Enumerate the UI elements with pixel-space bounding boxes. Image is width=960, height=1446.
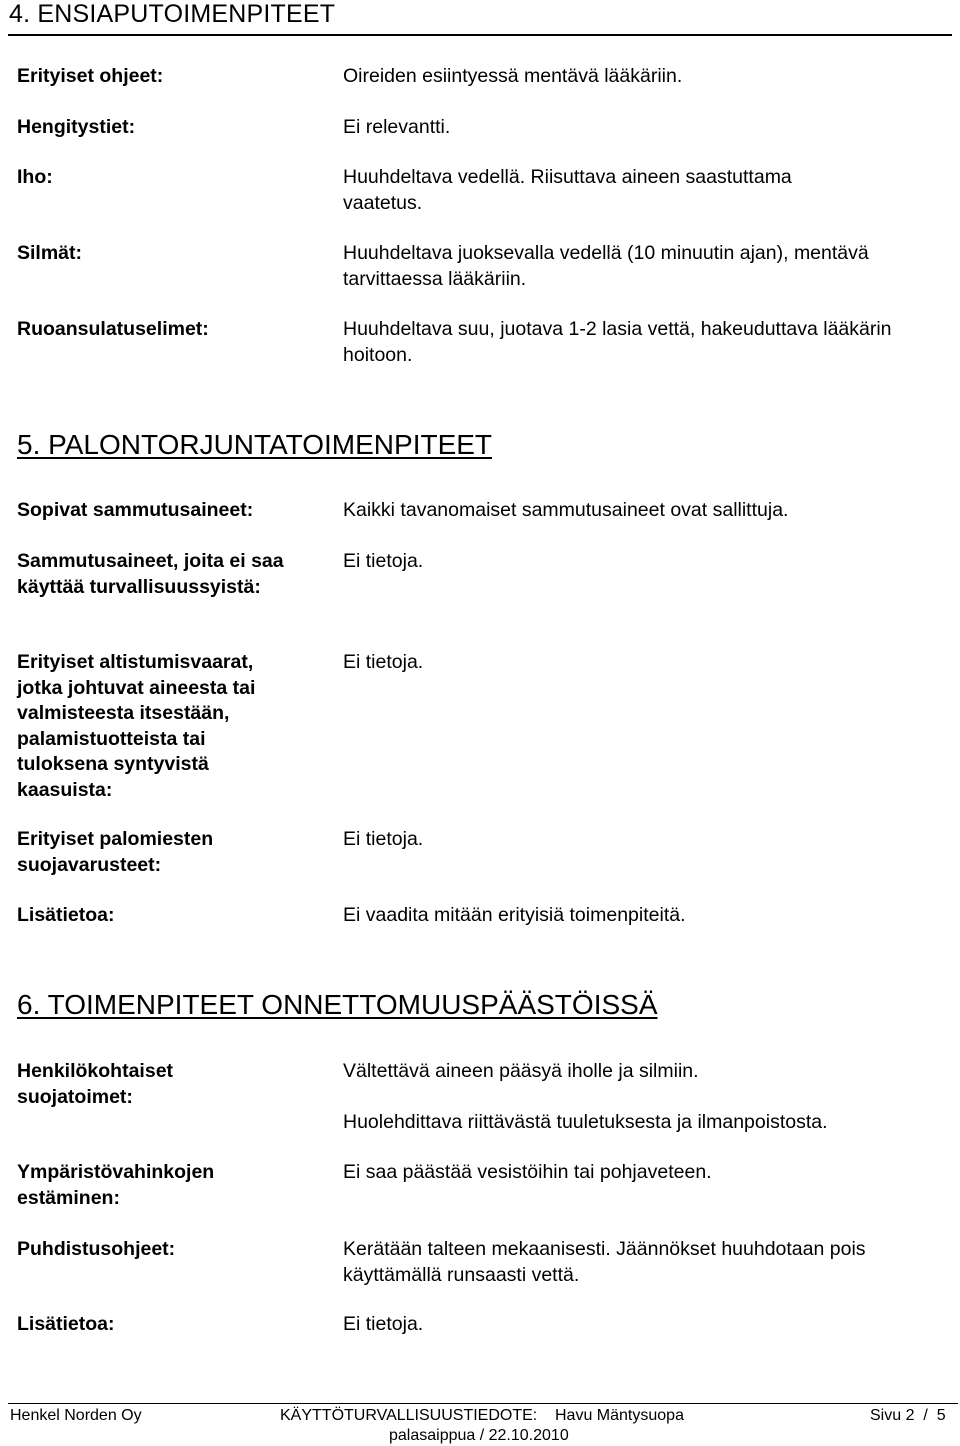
- footer-page-number: Sivu 2 / 5: [870, 1407, 946, 1424]
- section-4-label: Iho:: [17, 166, 53, 188]
- section-5-value: Ei tietoja.: [343, 651, 424, 673]
- section-6-value: Vältettävä aineen pääsyä iholle ja silmiin.: [343, 1060, 699, 1082]
- section-5-value: Kaikki tavanomaiset sammutusaineet ovat sallittuja.: [343, 499, 789, 521]
- section-5-value: Ei tietoja.: [343, 828, 424, 850]
- footer-product-line2: palasaippua / 22.10.2010: [389, 1427, 569, 1444]
- section-4-label: Silmät:: [17, 242, 83, 264]
- section-4-label: Hengitystiet:: [17, 116, 136, 138]
- section-4-label: Erityiset ohjeet:: [17, 65, 164, 87]
- section-6-label: Puhdistusohjeet:: [17, 1238, 176, 1260]
- section-6-value: Ei saa päästää vesistöihin tai pohjaveteen.: [343, 1161, 712, 1183]
- section-6-value: Huolehdittava riittävästä tuuletuksesta ja ilmanpoistosta.: [343, 1111, 828, 1133]
- section-6-value: Kerätään talteen mekaanisesti. Jäännökset huuhdotaan pois käyttämällä runsaasti vettä.: [343, 1238, 866, 1286]
- section-4-value: Huuhdeltava juoksevalla vedellä (10 minuutin ajan), mentävä tarvittaessa lääkäriin.: [343, 242, 869, 290]
- section-4-value: Huuhdeltava suu, juotava 1-2 lasia vettä, hakeuduttava lääkärin hoitoon.: [343, 318, 892, 366]
- footer-document-label: KÄYTTÖTURVALLISUUSTIEDOTE:: [280, 1407, 538, 1424]
- footer-company: Henkel Norden Oy: [10, 1407, 142, 1424]
- section-6-label: Lisätietoa:: [17, 1313, 115, 1335]
- section-4-value: Oireiden esiintyessä mentävä lääkäriin.: [343, 65, 683, 87]
- section-6-label: Ympäristövahinkojen estäminen:: [17, 1161, 215, 1209]
- section-5-value: Ei vaadita mitään erityisiä toimenpiteitä.: [343, 904, 686, 926]
- footer-divider: [8, 1403, 958, 1404]
- section-5-label: Erityiset palomiesten suojavarusteet:: [17, 828, 214, 876]
- section-5-label: Erityiset altistumisvaarat, jotka johtuvat aineesta tai valmisteesta itsestään, palamistuotteista tai tuloksena syntyvistä kaasuista:: [17, 651, 256, 801]
- section-5-title: 5. PALONTORJUNTATOIMENPITEET: [17, 429, 493, 460]
- section-5-label: Lisätietoa:: [17, 904, 115, 926]
- section-4-label: Ruoansulatuselimet:: [17, 318, 209, 340]
- section-4-title: 4. ENSIAPUTOIMENPITEET: [9, 0, 336, 28]
- section-4-value: Huuhdeltava vedellä. Riisuttava aineen saastuttama vaatetus.: [343, 166, 792, 214]
- section-5-label: Sopivat sammutusaineet:: [17, 499, 254, 521]
- section-4-value: Ei relevantti.: [343, 116, 451, 138]
- section-5-label: Sammutusaineet, joita ei saa käyttää turvallisuussyistä:: [17, 550, 284, 598]
- section-6-value: Ei tietoja.: [343, 1313, 424, 1335]
- section-6-title: 6. TOIMENPITEET ONNETTOMUUSPÄÄSTÖISSÄ: [17, 989, 658, 1020]
- section-6-label: Henkilökohtaiset suojatoimet:: [17, 1060, 174, 1108]
- section-5-value: Ei tietoja.: [343, 550, 424, 572]
- footer-product: Havu Mäntysuopa: [555, 1407, 684, 1424]
